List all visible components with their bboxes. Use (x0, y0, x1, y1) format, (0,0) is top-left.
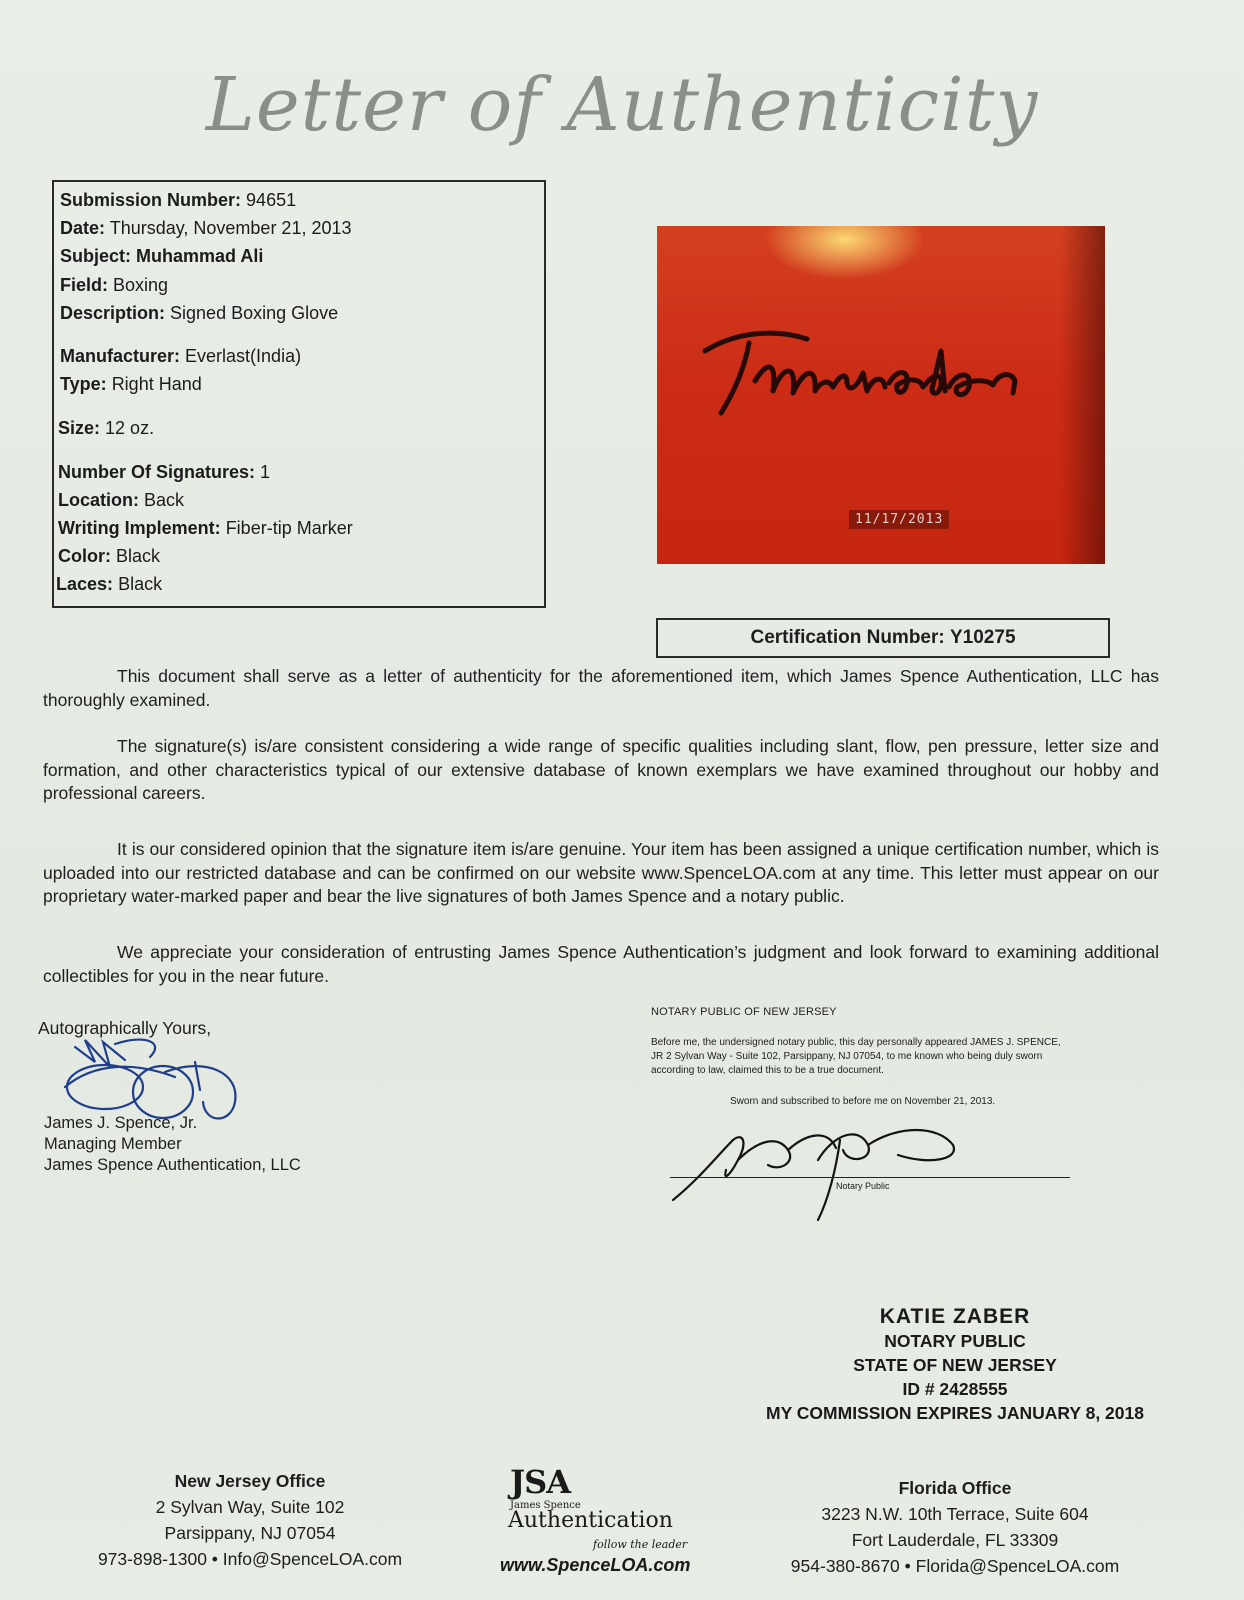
detail-writing-implement: Writing Implement: Fiber-tip Marker (58, 518, 353, 538)
detail-field: Field: Boxing (60, 275, 169, 295)
paragraph-3: It is our considered opinion that the signature item is/are genuine. Your item has been assigned a unique certification number, which is uploaded into our restricted database and can be confirmed on our website www.SpenceLOA.com at any time. This letter must appear on our proprietary water-marked paper and bear the live signatures of both James Spence and a notary public. (43, 839, 1159, 906)
certification-value: Y10275 (950, 627, 1016, 648)
jsa-logo (488, 1463, 708, 1578)
notary-stamp-line4: MY COMMISSION EXPIRES JANUARY 8, 2018 (766, 1403, 1144, 1423)
jsa-mark: JSA (510, 1463, 571, 1501)
notary-sworn-line: Sworn and subscribed to before me on November 21, 2013. (730, 1096, 996, 1107)
certification-number-box (656, 618, 1110, 658)
detail-size: Size: 12 oz. (58, 418, 155, 438)
notary-stamp-line2: STATE OF NEW JERSEY (853, 1355, 1057, 1375)
notary-stamp-name: KATIE ZABER (879, 1305, 1031, 1328)
detail-date: Date: Thursday, November 21, 2013 (60, 218, 352, 238)
jsa-website: www.SpenceLOA.com (500, 1555, 691, 1575)
detail-type: Type: Right Hand (60, 374, 202, 394)
notary-signature-line (670, 1177, 1070, 1178)
signer-title: Managing Member (44, 1135, 182, 1153)
paragraph-4: We appreciate your consideration of entrusting James Spence Authentication’s judgment and look forward to examining additional collectibles for you in the near future. (43, 942, 1159, 986)
page-title: Letter of Authenticity (205, 62, 1039, 148)
detail-color: Color: Black (58, 546, 161, 566)
detail-manufacturer: Manufacturer: Everlast(India) (60, 346, 302, 366)
notary-heading: NOTARY PUBLIC OF NEW JERSEY (651, 1006, 837, 1018)
nj-office-line3: 973-898-1300 • Info@SpenceLOA.com (97, 1549, 403, 1569)
nj-office-line1: 2 Sylvan Way, Suite 102 (155, 1497, 345, 1517)
jsa-tagline: follow the leader (593, 1538, 688, 1551)
fl-office-line2: Fort Lauderdale, FL 33309 (851, 1530, 1059, 1550)
detail-number-of-signatures: Number Of Signatures: 1 (58, 462, 271, 482)
paragraph-1: This document shall serve as a letter of authenticity for the aforementioned item, which James Spence Authentication, LLC has thoroughly examined. (43, 666, 1159, 710)
certification-label: Certification Number: (750, 627, 945, 648)
photo-date-stamp: 11/17/2013 (849, 510, 949, 529)
fl-office-line1: 3223 N.W. 10th Terrace, Suite 604 (821, 1504, 1089, 1524)
paragraph-2: The signature(s) is/are consistent considering a wide range of specific qualities including slant, flow, pen pressure, letter size and formation, and other characteristics typical of our extensive database of known exemplars we have examined throughout our hobby and professional careers. (43, 736, 1159, 803)
signed-item-photo (657, 226, 1105, 564)
nj-office-line2: Parsippany, NJ 07054 (164, 1523, 336, 1543)
notary-statement: Before me, the undersigned notary public, this day personally appeared JAMES J. SPENCE, JR 2 Sylvan Way - Suite 102, Parsippany, NJ 07054, to me known who being duly sworn according to law, claimed this to be a true document. (651, 1037, 1061, 1076)
signer-company: James Spence Authentication, LLC (44, 1156, 301, 1174)
jsa-sub: James Spence (510, 1500, 581, 1511)
item-details-box (52, 180, 546, 608)
detail-laces: Laces: Black (56, 574, 163, 594)
florida-office (760, 1475, 1150, 1579)
fl-office-heading: Florida Office (898, 1478, 1012, 1498)
signer-name: James J. Spence, Jr. (44, 1114, 198, 1132)
detail-location: Location: Back (58, 490, 185, 510)
nj-office-heading: New Jersey Office (174, 1471, 326, 1491)
notary-signature-image (668, 1120, 968, 1230)
notary-stamp-line3: ID # 2428555 (902, 1379, 1008, 1399)
closing-line: Autographically Yours, (38, 1018, 212, 1038)
notary-stamp (760, 1305, 1150, 1425)
ali-signature-image (697, 321, 1077, 431)
new-jersey-office (60, 1468, 440, 1572)
notary-signature-label: Notary Public (836, 1181, 890, 1191)
detail-description: Description: Signed Boxing Glove (60, 303, 339, 323)
jsa-name: Authentication (508, 1508, 673, 1533)
fl-office-line3: 954-380-8670 • Florida@SpenceLOA.com (790, 1556, 1120, 1576)
detail-submission-number: Submission Number: 94651 (60, 190, 297, 210)
detail-subject: Subject: Muhammad Ali (60, 246, 264, 266)
notary-stamp-line1: NOTARY PUBLIC (884, 1331, 1026, 1351)
signer-block (44, 1113, 301, 1176)
